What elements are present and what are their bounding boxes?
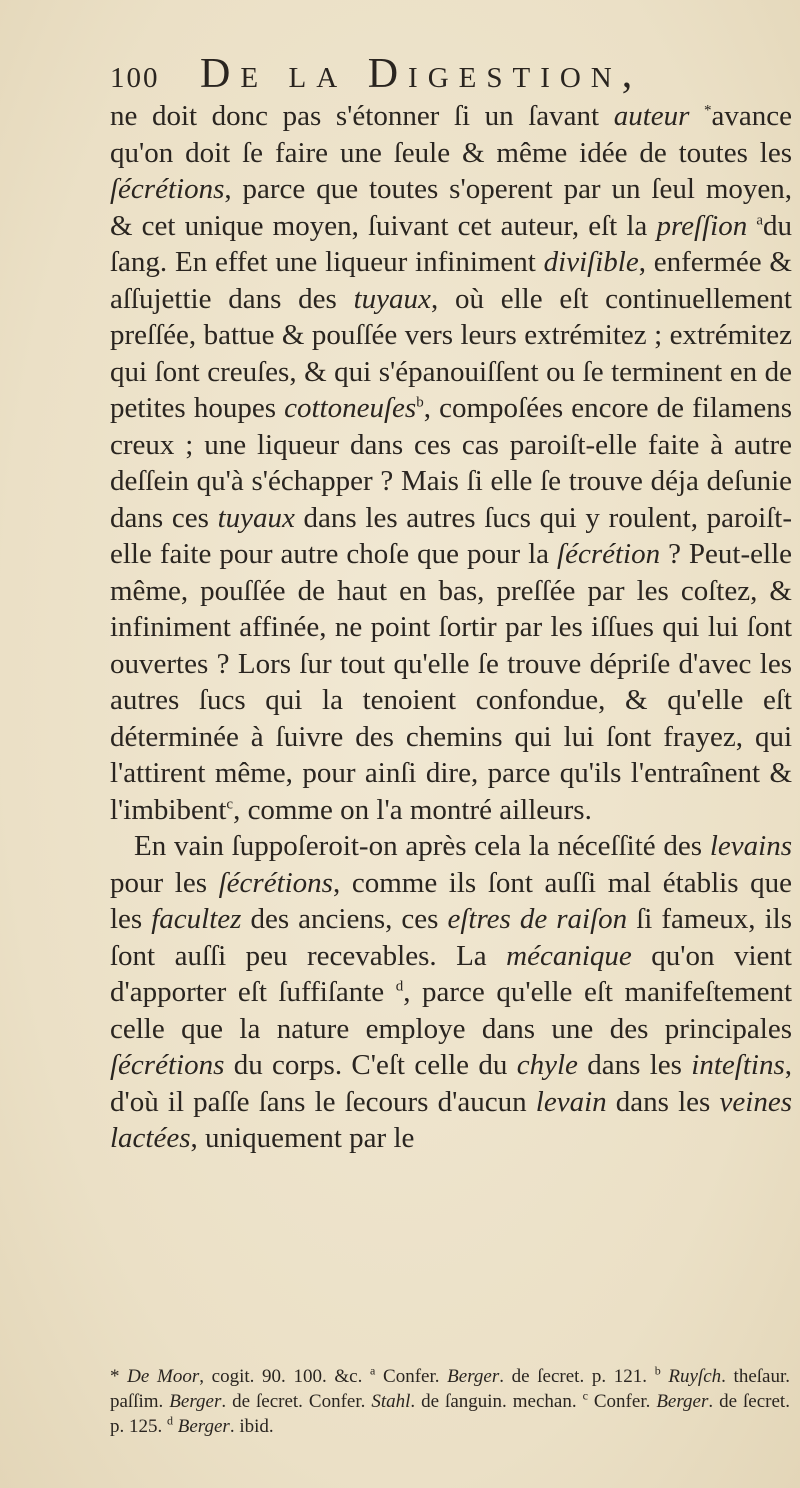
text-run: des anciens, ces — [241, 903, 448, 935]
text-run: avance qu'on doit ſe faire une ſeule & même idée de toutes les — [110, 100, 792, 169]
text-run: En vain ſuppoſeroit-on après cela la néceſſité des — [134, 830, 710, 862]
italic-term: mécanique — [506, 939, 632, 972]
text-run: dans les autres ſucs qui y roulent, paroiſt-elle faite pour autre choſe que pour la — [110, 501, 792, 570]
italic-term: Stahl — [371, 1391, 411, 1412]
running-title: De la Digestion, — [200, 51, 643, 97]
footnote-marker: a — [756, 211, 764, 228]
italic-term: veines lactées — [110, 1085, 792, 1154]
footnote-marker: b — [654, 1363, 661, 1378]
italic-term: Berger — [656, 1391, 709, 1412]
italic-term: ſécrétions — [110, 173, 225, 205]
italic-term: cottoneuſes — [284, 392, 417, 424]
text-run: * — [110, 1366, 128, 1387]
footnote-marker: b — [416, 394, 424, 411]
italic-term: levains — [709, 830, 792, 862]
text-run: , comme ils ſont auſſi mal établis que les — [110, 866, 792, 935]
footnotes — [110, 1364, 790, 1439]
text-run: , cogit. 90. 100. &c. — [199, 1366, 371, 1387]
footnote-marker: c — [226, 795, 234, 812]
footnote-marker: d — [167, 1413, 173, 1428]
text-run: , compoſées encore de filamens creux ; une liqueur dans ces cas paroiſt-elle faite à autre deſſein qu'à s'échapper ? Mais ſi elle ſe trouve déja deſunie dans ces — [110, 392, 792, 534]
text-run: ſi fameux, ils ſont auſſi peu recevables. La — [110, 903, 792, 972]
text-run: . theſaur. paſſim. — [110, 1366, 791, 1412]
italic-term: chyle — [516, 1049, 578, 1081]
italic-term: Berger — [447, 1366, 500, 1387]
italic-term: Berger — [177, 1416, 230, 1437]
footnote-marker: a — [370, 1363, 376, 1378]
italic-term: tuyaux — [217, 501, 295, 534]
text-run: dans les — [577, 1049, 692, 1081]
text-run: ? Peut-elle même, pouſſée de haut en bas, preſſée par les coſtez, & infiniment affinée, ne point ſortir par les iſſues qui lui ſont ouvertes ? Lors ſur tout qu'elle ſe trouve dépriſe d'avec les autres ſucs qui la tenoient confondue, & qu'elle eſt déterminée à ſuivre des chemins qui lui ſont frayez, qui l'attirent même, pour ainſi dire, parce qu'ils l'entraînent & l'imbibent — [110, 538, 792, 826]
text-run: du ſang. En effet une liqueur infiniment — [110, 209, 793, 278]
text-run: . ibid. — [229, 1416, 274, 1437]
text-run: ne doit donc pas s'étonner ſi un ſavant — [110, 100, 614, 132]
footnote-marker: d — [395, 978, 404, 995]
italic-term: Ruyſch — [668, 1366, 722, 1387]
italic-term: preſſion — [656, 209, 748, 242]
text-run: Confer. — [587, 1391, 657, 1412]
paragraph — [110, 98, 792, 828]
italic-term: ſécrétion — [557, 538, 661, 570]
text-run: Confer. — [375, 1366, 448, 1387]
italic-term: levain — [535, 1085, 607, 1118]
text-run: . de ſecret. Confer. — [221, 1391, 372, 1412]
text-run: , d'où il paſſe ſans le ſecours d'aucun — [110, 1049, 792, 1118]
page-header — [110, 50, 790, 98]
footnote-marker: c — [582, 1388, 588, 1403]
italic-term: ſécrétions — [218, 866, 333, 899]
text-run — [747, 210, 756, 242]
italic-term: Berger — [169, 1391, 222, 1412]
italic-term: diviſible — [543, 246, 639, 278]
text-run: , parce qu'elle eſt manifeſtement celle que la nature employe dans une des principales — [110, 976, 792, 1045]
paragraph — [110, 828, 792, 1157]
text-run — [384, 976, 396, 1008]
text-run: , comme on l'a montré ailleurs. — [233, 793, 592, 826]
text-run: . de ſanguin. mechan. — [410, 1391, 583, 1412]
text-run: dans les — [606, 1085, 720, 1118]
italic-term: inteſtins — [691, 1049, 785, 1081]
text-run: . de ſecret. p. 121. — [499, 1366, 655, 1387]
text-run: pour les — [110, 866, 219, 899]
text-run: , parce que toutes s'operent par un ſeul moyen, & cet unique moyen, ſuivant cet auteur, eſt la — [110, 173, 792, 242]
italic-term: De Moor — [127, 1366, 200, 1387]
italic-term: tuyaux — [353, 282, 431, 315]
text-run: . de ſecret. p. 125. — [110, 1391, 790, 1437]
body-text — [110, 98, 792, 1157]
text-run: , où elle eſt continuellement preſſée, battue & pouſſée vers leurs extrémitez ; extrémitez qui ſont creuſes, & qui s'épanouiſſent ou ſe terminent en de petites houpes — [110, 282, 792, 424]
italic-term: facultez — [151, 903, 242, 935]
text-run — [689, 100, 704, 132]
italic-term: eſtres de raiſon — [447, 903, 628, 935]
text-run: du corps. C'eſt celle du — [224, 1049, 517, 1081]
text-run: , enfermée & aſſujettie dans des — [110, 246, 792, 315]
footnote-marker: * — [704, 102, 712, 119]
text-run: qu'on vient d'apporter eſt ſuffiſante — [110, 939, 792, 1008]
text-run: , uniquement par le — [190, 1122, 415, 1154]
italic-term: auteur — [613, 100, 690, 132]
page-number: 100 — [110, 62, 160, 94]
italic-term: ſécrétions — [110, 1049, 225, 1081]
